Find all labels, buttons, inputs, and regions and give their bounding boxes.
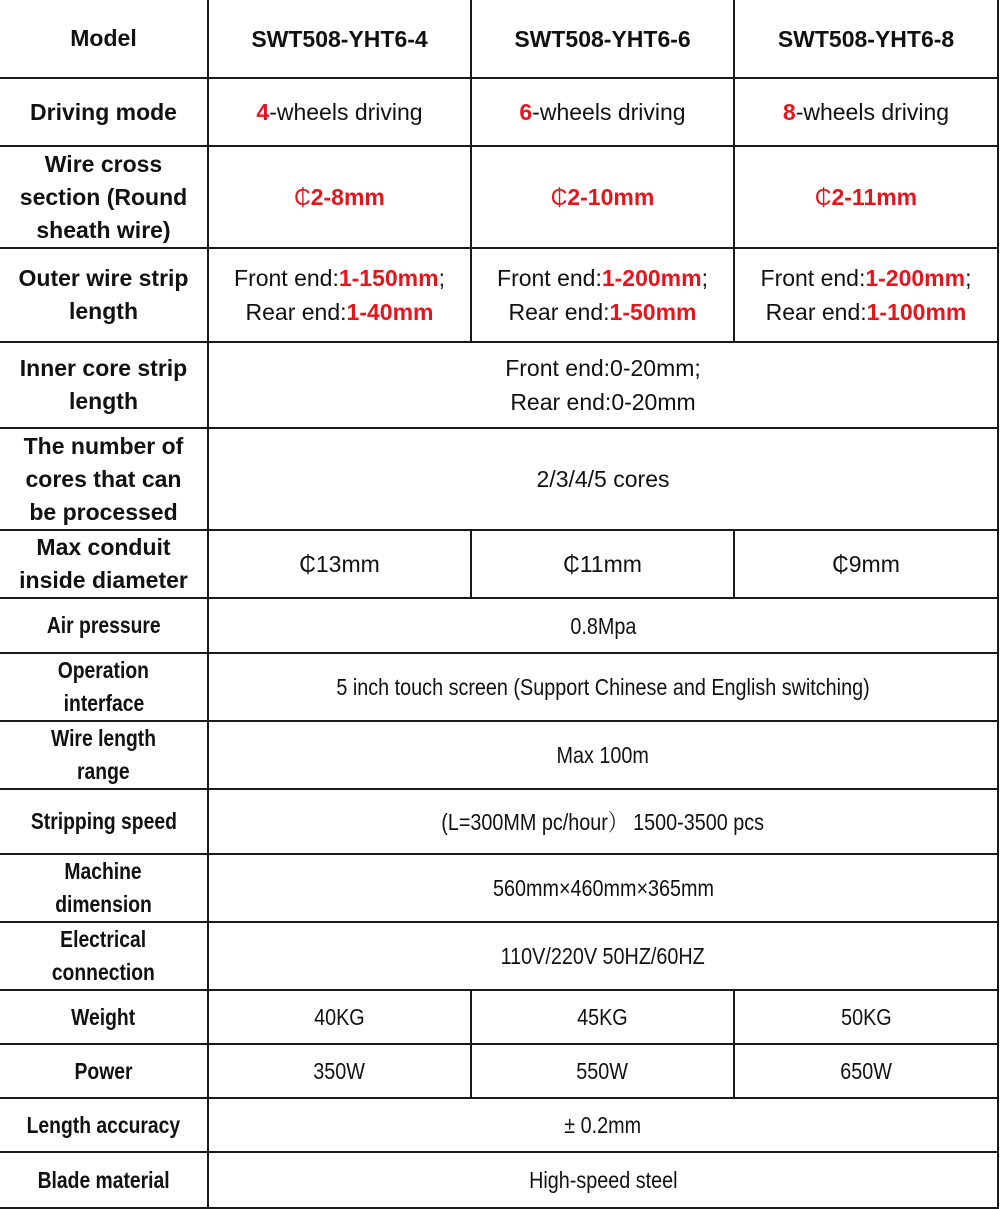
value-text: 0.8Mpa [570,612,636,639]
inner-strip-label [0,342,208,428]
front-prefix: Front end: [760,265,866,291]
label-line: inside diameter [19,567,188,593]
value-text: 560mm×460mm×365mm [492,875,714,901]
diameter-icon: ₵ [299,551,316,577]
value-text: Max 100m [556,742,650,768]
electrical-label [0,922,208,990]
diameter-icon: ₵ [832,551,849,577]
table-row-weight [0,990,998,1044]
table-row-accuracy [0,1098,998,1152]
value-text: ± 0.2mm [564,1112,642,1138]
front-value: 1-200mm [601,265,702,291]
accuracy-label [0,1098,208,1152]
label-line: interface [63,690,144,716]
label-line: Wire length [50,725,157,751]
table-row-wire-cross-section [0,146,998,248]
diameter-icon: ₵ [294,184,311,210]
driving-mode-value-1 [208,78,471,146]
value-text: 40KG [314,1004,365,1030]
driving-mode-label: Driving mode [0,78,208,146]
table-row-driving-mode [0,78,998,146]
value-text: 50KG [840,1004,892,1030]
value-text: High-speed steel [528,1167,678,1193]
table-row-electrical [0,922,998,990]
label-text: Blade material [37,1166,170,1193]
value-text: 13mm [315,551,380,577]
model-label: Model [0,0,208,78]
value-text: 2-11mm [831,184,918,210]
model-header-3: SWT508-YHT6-8 [734,0,998,78]
weight-value-1 [208,990,471,1044]
driving-mode-value-3 [734,78,998,146]
value-text: 9mm [848,551,900,577]
driving-mode-value-2 [471,78,734,146]
wheel-text: -wheels driving [269,99,423,125]
table-row-dimension [0,854,998,922]
wheel-text: -wheels driving [795,99,950,125]
table-row-air-pressure [0,598,998,653]
value-text: 350W [313,1058,366,1084]
label-line: Operation [57,657,150,683]
rear-value: 1-40mm [346,299,434,325]
rear-prefix: Rear end: [508,299,610,325]
dimension-value [208,854,998,922]
conduit-value-2 [471,530,734,598]
value-text: 550W [576,1058,629,1084]
wire-cross-section-value-3 [734,146,998,248]
conduit-value-3 [734,530,998,598]
label-line: section (Round [19,183,188,210]
stripping-speed-value [208,789,998,854]
diameter-icon: ₵ [563,551,580,577]
weight-value-3 [734,990,998,1044]
inner-strip-value [208,342,998,428]
label-line: connection [51,959,156,985]
label-text: Air pressure [46,612,161,638]
weight-label [0,990,208,1044]
power-value-2 [471,1044,734,1098]
power-value-1 [208,1044,471,1098]
diameter-icon: ₵ [550,184,568,210]
wheel-count: 4 [256,99,270,125]
label-line: Wire cross [44,150,163,177]
air-pressure-label [0,598,208,653]
label-text: Weight [71,1003,136,1030]
weight-value-2 [471,990,734,1044]
value-text: 45KG [577,1004,628,1030]
table-row-operation [0,653,998,721]
table-row-conduit [0,530,998,598]
wire-cross-section-label [0,146,208,248]
value-text: (L=300MM pc/hour） 1500-3500 pcs [441,808,765,835]
front-value: 1-150mm [338,265,439,291]
conduit-label [0,530,208,598]
value-text: 650W [840,1058,892,1084]
rear-prefix: Rear end: [765,299,867,325]
wire-length-value [208,721,998,789]
label-line: Outer wire strip [18,265,189,291]
value-text: 11mm [579,551,642,577]
label-line: dimension [55,891,152,917]
outer-strip-value-2: Front end:1-200mm; Rear end:1-50mm [471,248,734,342]
label-line: Electrical [60,926,147,952]
front-prefix: Front end: [234,265,339,291]
air-pressure-value [208,598,998,653]
electrical-value [208,922,998,990]
value-text: 5 inch touch screen (Support Chinese and English switching) [336,674,870,700]
value-line: Front end:0-20mm; [505,355,701,381]
table-row-stripping-speed [0,789,998,854]
wire-cross-section-value-1 [208,146,471,248]
label-text: Power [74,1057,133,1084]
front-value: 1-200mm [865,265,966,291]
label-line: range [77,758,130,784]
front-prefix: Front end: [497,265,602,291]
diameter-icon: ₵ [814,184,832,210]
operation-label [0,653,208,721]
value-text: 2-10mm [567,184,655,210]
table-row-model [0,0,998,78]
label-line: sheath wire) [36,216,171,243]
table-row-cores [0,428,998,530]
stripping-speed-label [0,789,208,854]
value-text: 2-8mm [310,184,385,210]
power-label [0,1044,208,1098]
label-text: Stripping speed [30,808,177,834]
wire-length-label [0,721,208,789]
rear-prefix: Rear end: [245,299,347,325]
dimension-label [0,854,208,922]
label-line: be processed [29,498,178,525]
table-row-inner-strip [0,342,998,428]
label-line: Inner core strip [19,355,188,381]
label-line: The number of [23,432,184,459]
outer-strip-label [0,248,208,342]
cores-label [0,428,208,530]
wheel-count: 6 [519,99,533,125]
label-line: length [69,298,138,324]
label-line: Machine [64,858,143,884]
operation-value [208,653,998,721]
label-line: length [69,388,138,414]
value-line: Rear end:0-20mm [510,389,696,415]
rear-value: 1-100mm [866,299,967,325]
table-row-power [0,1044,998,1098]
conduit-value-1 [208,530,471,598]
cores-value: 2/3/4/5 cores [208,428,998,530]
outer-strip-value-1: Front end:1-150mm; Rear end:1-40mm [208,248,471,342]
power-value-3 [734,1044,998,1098]
table-row-outer-strip [0,248,998,342]
accuracy-value [208,1098,998,1152]
table-row-wire-length [0,721,998,789]
model-header-1: SWT508-YHT6-4 [208,0,471,78]
model-header-2: SWT508-YHT6-6 [471,0,734,78]
wire-cross-section-value-2 [471,146,734,248]
wheel-count: 8 [782,99,796,125]
label-line: Max conduit [36,534,171,560]
label-text: Length accuracy [26,1111,181,1138]
outer-strip-value-3: Front end:1-200mm; Rear end:1-100mm [734,248,998,342]
rear-value: 1-50mm [609,299,697,325]
value-text: 110V/220V 50HZ/60HZ [500,943,706,969]
label-line: cores that can [25,465,182,492]
wheel-text: -wheels driving [532,99,686,125]
